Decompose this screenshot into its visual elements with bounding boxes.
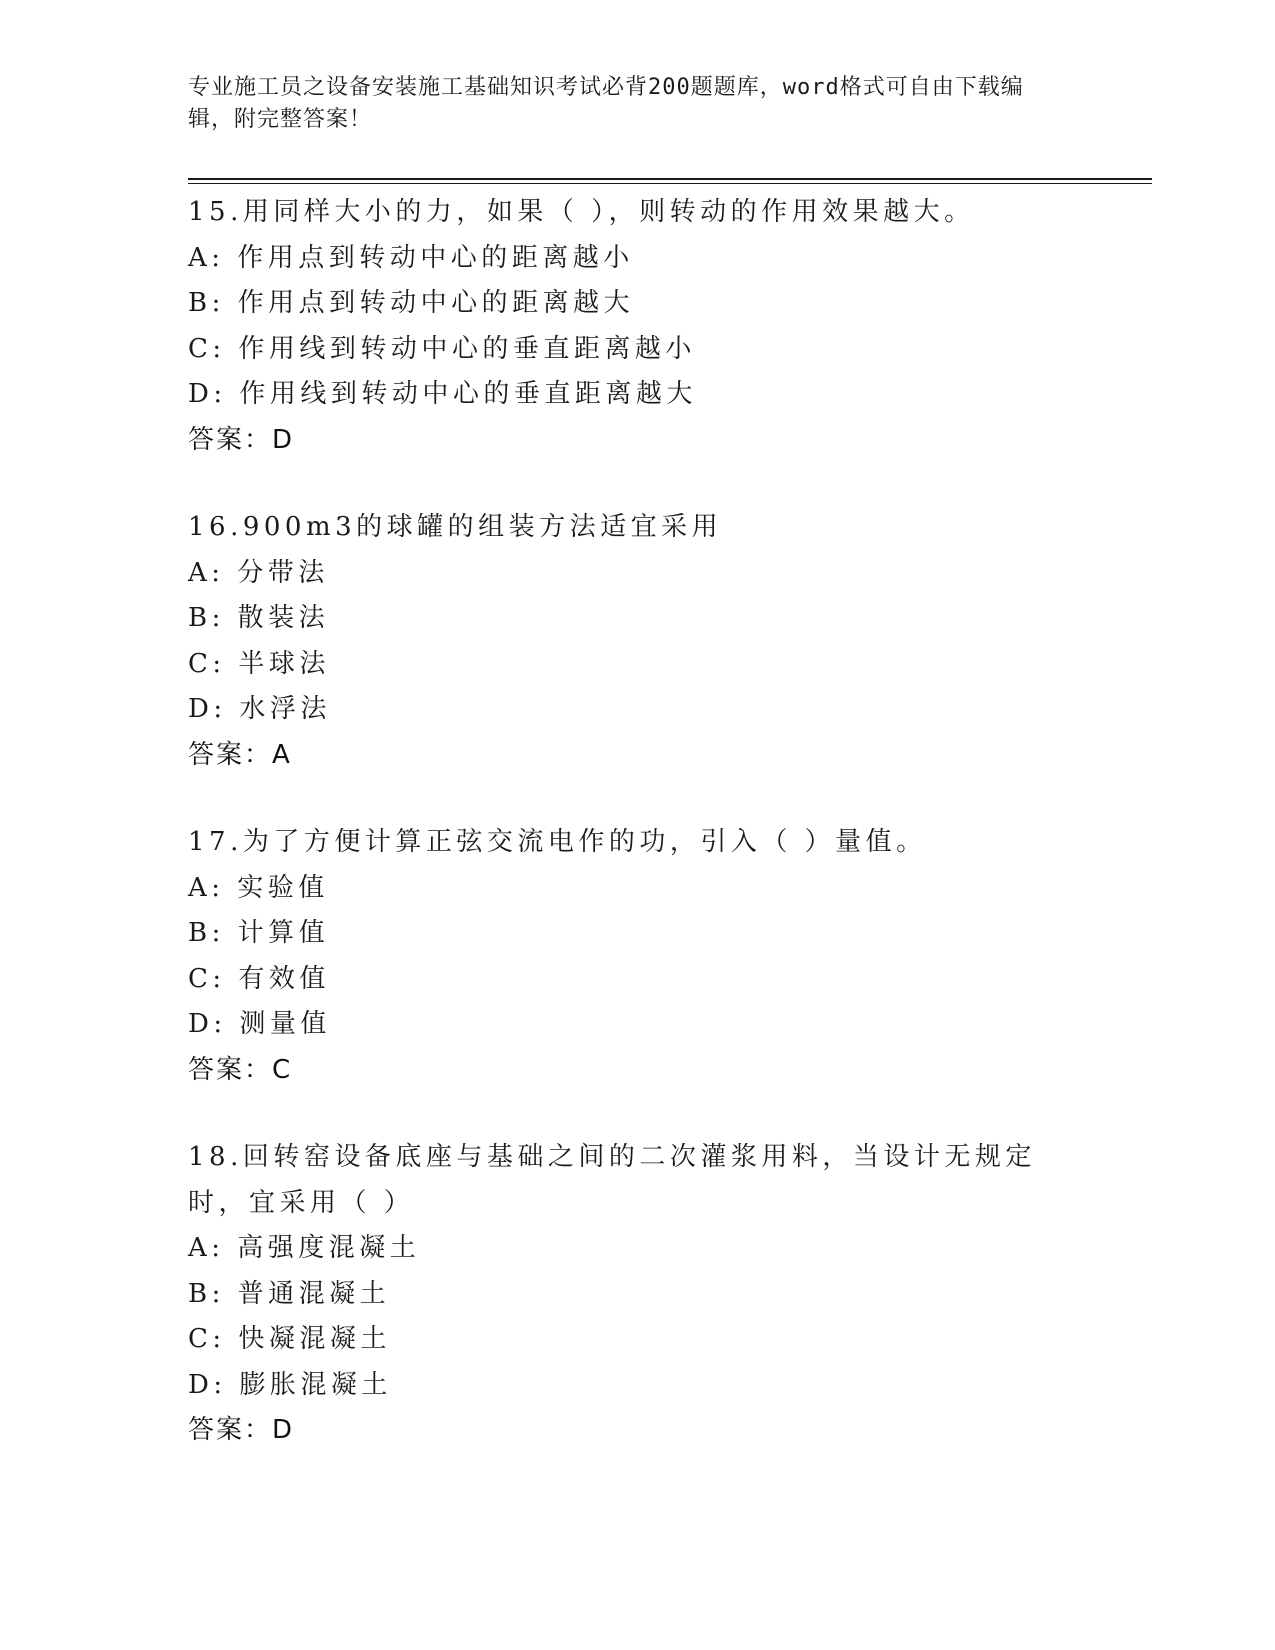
question-text: 17.为了方便计算正弦交流电作的功，引入（ ）量值。 [188,827,927,857]
question-text: 16.900m3的球罐的组装方法适宜采用 [188,512,723,542]
option-c: C: 作用线到转动中心的垂直距离越小 [188,333,696,364]
option-c: C: 半球法 [188,648,330,679]
option-b: B: 作用点到转动中心的距离越大 [188,288,635,318]
question-17 [188,820,1088,1093]
option-b: B: 普通混凝土 [188,1278,391,1309]
option-c: C: 有效值 [188,963,330,994]
header-divider-thick [188,178,1152,180]
option-b: B: 散装法 [188,603,330,633]
question-18 [188,1135,1088,1454]
option-a: A: 分带法 [188,557,329,588]
option-c: C: 快凝混凝土 [188,1324,391,1354]
question-16 [188,505,1088,778]
option-a: A: 实验值 [188,872,329,903]
option-b: B: 计算值 [188,918,330,948]
question-text: 15.用同样大小的力，如果（ ），则转动的作用效果越大。 [188,197,975,227]
option-d: D: 膨胀混凝土 [188,1369,392,1400]
option-d: D: 测量值 [188,1009,331,1039]
answer-text: 答案：A [188,739,292,770]
document-header: 专业施工员之设备安装施工基础知识考试必背200题题库，word格式可自由下载编辑，附完整答案！ [188,75,1024,132]
answer-text: 答案：C [188,1054,293,1085]
question-list [188,190,1088,1496]
answer-text: 答案：D [188,1415,295,1445]
question-15 [188,190,1088,463]
header-divider-thin [188,183,1152,184]
option-d: D: 作用线到转动中心的垂直距离越大 [188,379,697,409]
option-a: A: 作用点到转动中心的距离越小 [188,242,634,273]
question-text: 18.回转窑设备底座与基础之间的二次灌浆用料，当设计无规定时，宜采用（ ） [188,1142,1036,1218]
option-a: A: 高强度混凝土 [188,1233,421,1263]
option-d: D: 水浮法 [188,694,331,724]
answer-text: 答案：D [188,424,295,455]
